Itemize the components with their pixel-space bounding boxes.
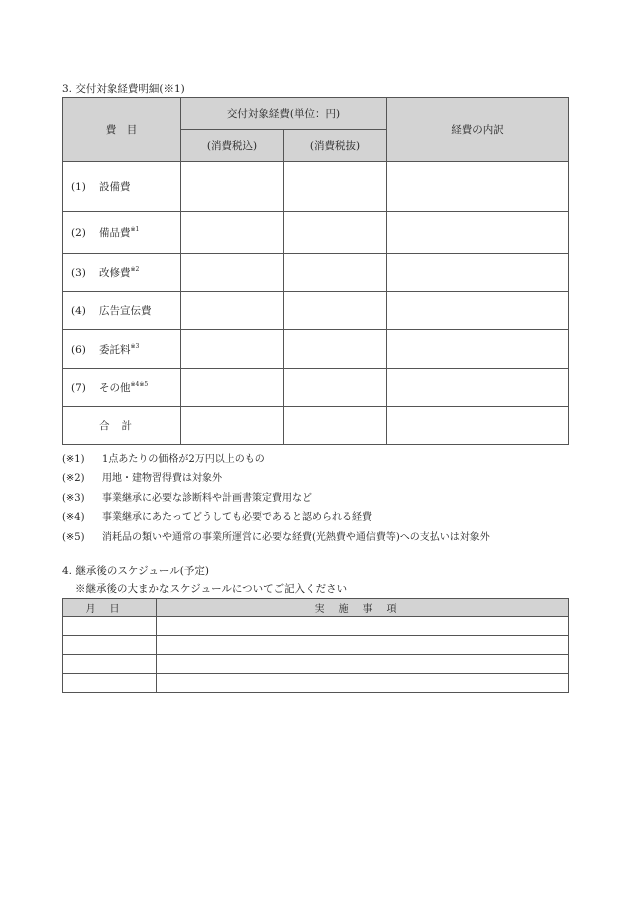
header-item: 費 目 bbox=[63, 98, 181, 162]
tax-ex-input[interactable] bbox=[284, 162, 387, 212]
footnote: (※1) 1点あたりの価格が2万円以上のもの bbox=[62, 454, 265, 465]
tax-ex-input[interactable] bbox=[284, 292, 387, 330]
breakdown-input[interactable] bbox=[387, 369, 569, 407]
cost-row bbox=[63, 162, 569, 212]
row-label: (7) その他$^{※4※5}$ bbox=[63, 369, 181, 407]
breakdown-input[interactable] bbox=[387, 254, 569, 292]
schedule-instruction: ※継承後の大まかなスケジュールについてご記入ください bbox=[75, 583, 348, 595]
total-label: 合計 bbox=[63, 407, 181, 445]
breakdown-input[interactable] bbox=[387, 162, 569, 212]
cost-row bbox=[63, 212, 569, 254]
section3-title: 3. 交付対象経費明細(※1) bbox=[62, 83, 185, 95]
row-label: (4) 広告宣伝費 bbox=[63, 292, 181, 330]
total-tax-in-input[interactable] bbox=[181, 407, 284, 445]
total-row bbox=[63, 407, 569, 445]
schedule-row bbox=[63, 655, 569, 674]
tax-in-input[interactable] bbox=[181, 254, 284, 292]
header-tax-included: (消費税込) bbox=[181, 130, 284, 162]
date-input[interactable] bbox=[63, 617, 157, 636]
cost-row bbox=[63, 369, 569, 407]
tax-in-input[interactable] bbox=[181, 162, 284, 212]
footnote: (※3) 事業継承に必要な診断料や計画書策定費用など bbox=[62, 492, 312, 504]
footnote: (※4) 事業継承にあたってどうしても必要であると認められる経費 bbox=[62, 512, 372, 524]
cost-row bbox=[63, 330, 569, 369]
breakdown-input[interactable] bbox=[387, 292, 569, 330]
date-input[interactable] bbox=[63, 674, 157, 693]
tax-ex-input[interactable] bbox=[284, 254, 387, 292]
section4-title: 4. 継承後のスケジュール(予定) bbox=[62, 565, 209, 577]
header-items: 実施事項 bbox=[157, 599, 569, 617]
cost-breakdown-table bbox=[62, 97, 569, 445]
tax-ex-input[interactable] bbox=[284, 212, 387, 254]
header-tax-excluded: (消費税抜) bbox=[284, 130, 387, 162]
row-label: (6) 委託料$^{※3}$ bbox=[63, 330, 181, 369]
header-amount-group: 交付対象経費(単位：円) bbox=[181, 98, 387, 130]
row-label: (3) 改修費$^{※2}$ bbox=[63, 254, 181, 292]
total-tax-ex-input[interactable] bbox=[284, 407, 387, 445]
row-label: (2) 備品費$^{※1}$ bbox=[63, 212, 181, 254]
items-input[interactable] bbox=[157, 617, 569, 636]
footnote: (※2) 用地・建物習得費は対象外 bbox=[62, 473, 222, 485]
items-input[interactable] bbox=[157, 655, 569, 674]
row-label: (1) 設備費 bbox=[63, 162, 181, 212]
schedule-row bbox=[63, 636, 569, 655]
header-breakdown: 経費の内訳 bbox=[387, 98, 569, 162]
tax-ex-input[interactable] bbox=[284, 330, 387, 369]
tax-in-input[interactable] bbox=[181, 369, 284, 407]
schedule-row bbox=[63, 674, 569, 693]
items-input[interactable] bbox=[157, 674, 569, 693]
date-input[interactable] bbox=[63, 636, 157, 655]
schedule-row bbox=[63, 617, 569, 636]
total-breakdown-input[interactable] bbox=[387, 407, 569, 445]
footnote: (※5) 消耗品の類いや通常の事業所運営に必要な経費(光熱費や通信費等)への支払いは対象外 bbox=[62, 531, 490, 543]
tax-in-input[interactable] bbox=[181, 330, 284, 369]
tax-in-input[interactable] bbox=[181, 212, 284, 254]
tax-in-input[interactable] bbox=[181, 292, 284, 330]
footnotes bbox=[62, 450, 490, 547]
date-input[interactable] bbox=[63, 655, 157, 674]
cost-row bbox=[63, 254, 569, 292]
breakdown-input[interactable] bbox=[387, 330, 569, 369]
schedule-table bbox=[62, 598, 569, 693]
cost-row bbox=[63, 292, 569, 330]
header-date: 月日 bbox=[63, 599, 157, 617]
breakdown-input[interactable] bbox=[387, 212, 569, 254]
tax-ex-input[interactable] bbox=[284, 369, 387, 407]
items-input[interactable] bbox=[157, 636, 569, 655]
